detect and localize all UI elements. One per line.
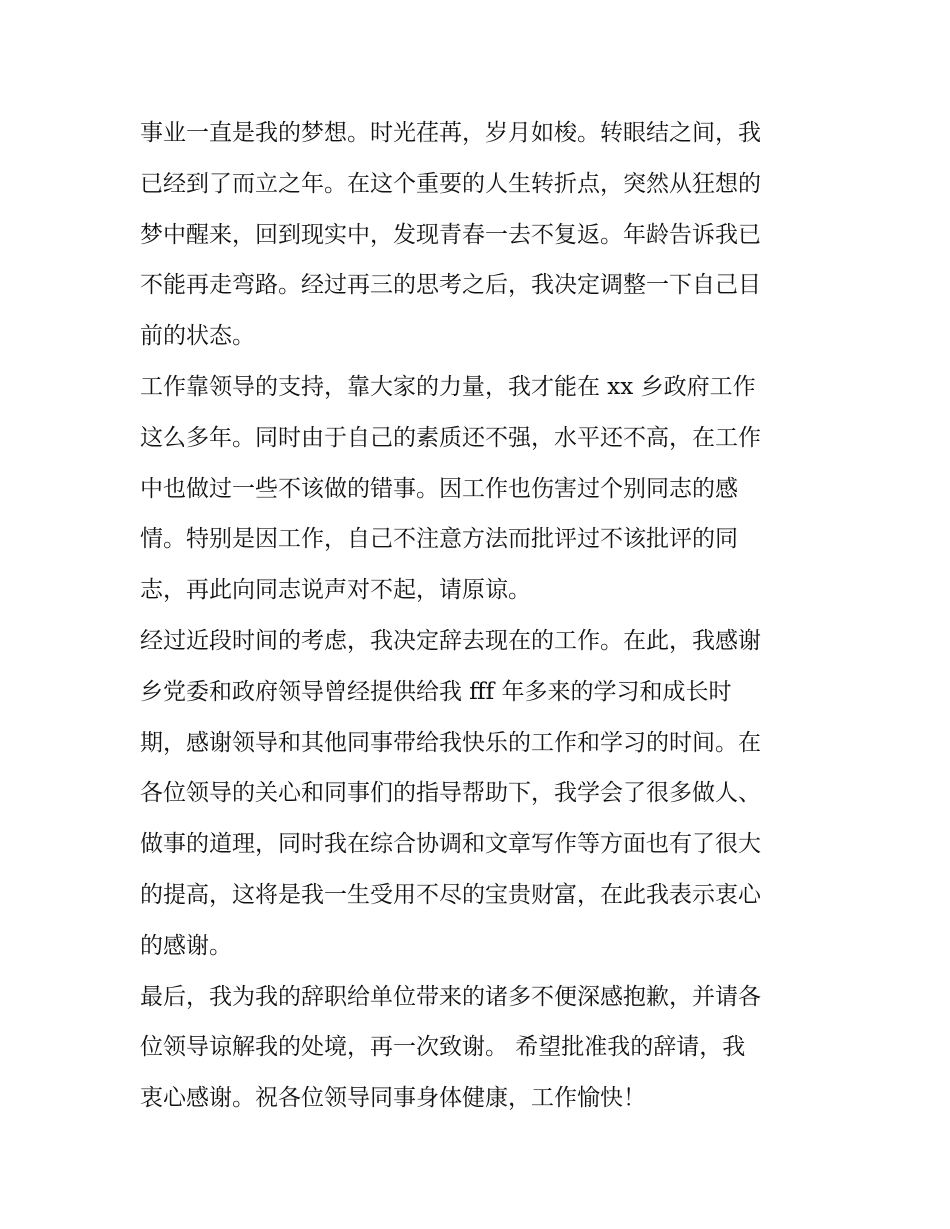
text-line: 不能再走弯路。经过再三的思考之后，我决定调整一下自己目	[140, 272, 761, 299]
text-line: 最后，我为我的辞职给单位带来的诸多不便深感抱歉，并请各	[140, 983, 761, 1010]
text-line: 已经到了而立之年。在这个重要的人生转折点，突然从狂想的	[140, 170, 761, 197]
text-line: 做事的道理，同时我在综合协调和文章写作等方面也有了很大	[140, 831, 761, 858]
text-line: 事业一直是我的梦想。时光荏苒，岁月如梭。转眼结之间，我	[140, 120, 761, 146]
text-line: 梦中醒来，回到现实中，发现青春一去不复返。年龄告诉我已	[140, 221, 761, 248]
text-line: 工作靠领导的支持，靠大家的力量，我才能在 xx 乡政府工作	[140, 373, 756, 400]
text-line: 期，感谢领导和其他同事带给我快乐的工作和学习的时间。在	[140, 729, 761, 756]
text-line: 的感谢。	[140, 932, 232, 959]
text-line: 情。特别是因工作，自己不注意方法而批评过不该批评的同	[140, 526, 738, 553]
text-line: 的提高，这将是我一生受用不尽的宝贵财富，在此我表示衷心	[140, 881, 761, 908]
text-line: 位领导谅解我的处境，再一次致谢。 希望批准我的辞请，我	[140, 1034, 746, 1061]
text-line: 前的状态。	[140, 323, 255, 350]
text-line: 乡党委和政府领导曾经提供给我 fff 年多来的学习和成长时	[140, 678, 732, 705]
document-body	[140, 108, 820, 1124]
text-line: 各位领导的关心和同事们的指导帮助下，我学会了很多做人、	[140, 780, 761, 807]
text-line: 衷心感谢。祝各位领导同事身体健康，工作愉快！	[140, 1085, 646, 1112]
text-line: 中也做过一些不该做的错事。因工作也伤害过个别同志的感	[140, 475, 738, 502]
text-line: 志，再此向同志说声对不起，请原谅。	[140, 577, 531, 604]
text-line: 这么多年。同时由于自己的素质还不强，水平还不高，在工作	[140, 424, 761, 451]
text-line: 经过近段时间的考虑，我决定辞去现在的工作。在此，我感谢	[140, 627, 761, 654]
